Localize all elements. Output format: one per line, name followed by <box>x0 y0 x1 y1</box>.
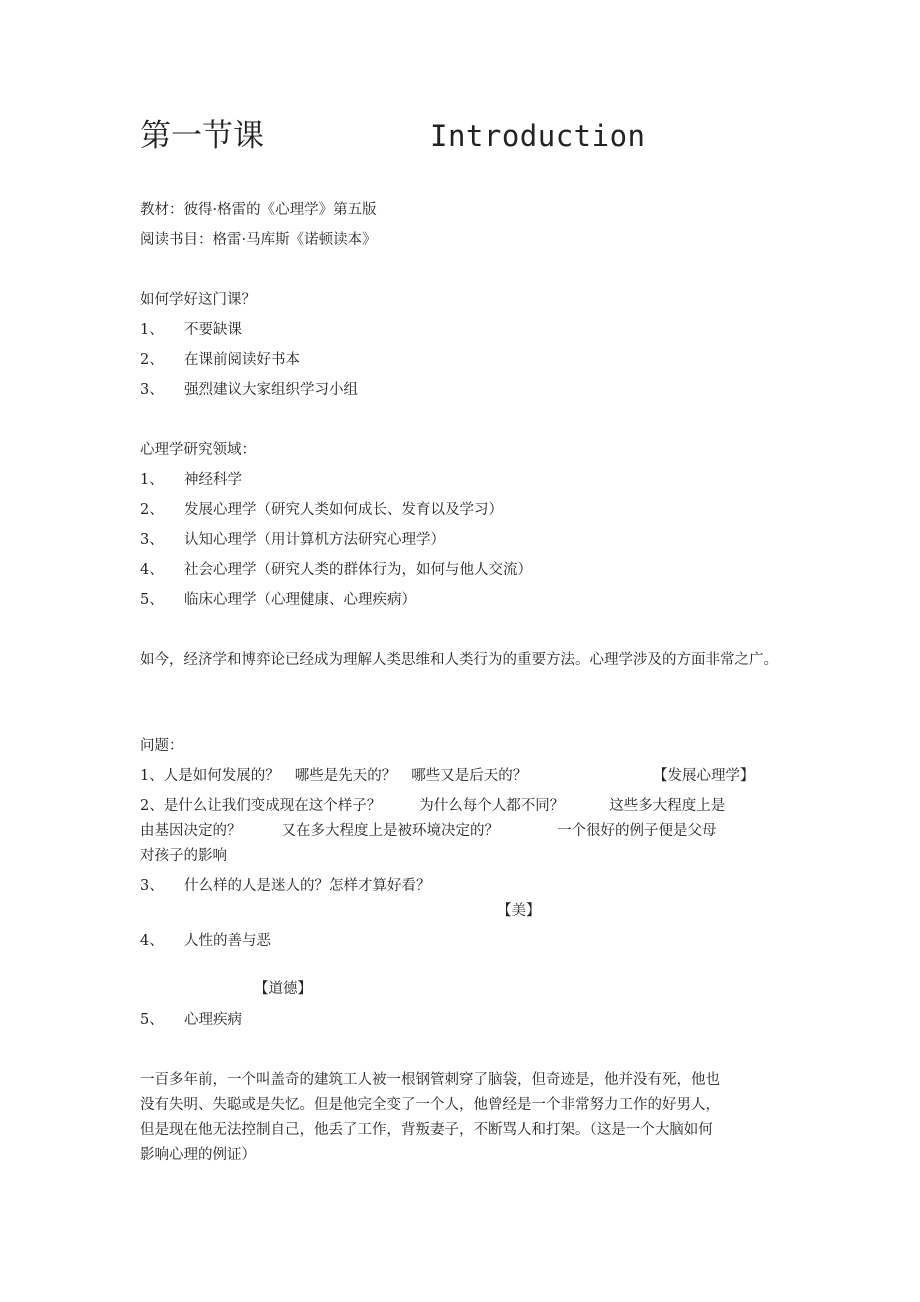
question-number: 4、 <box>140 933 164 949</box>
title-chinese: 第一节课 <box>140 118 264 154</box>
list-number: 2、 <box>140 352 164 368</box>
question-text: 人性的善与恶 <box>184 933 271 949</box>
how-to-learn-heading: 如何学好这门课？ <box>140 292 256 308</box>
question-number: 2、 <box>140 798 164 814</box>
tag-morality: 【道德】 <box>254 981 312 997</box>
question-text: 什么样的人是迷人的？怎样才算好看？ <box>184 878 431 894</box>
question-part: 人是如何发展的？ <box>163 768 280 784</box>
question-number: 1、 <box>140 768 164 784</box>
list-number: 4、 <box>140 562 164 578</box>
question-part: 是什么让我们变成现在这个样子？ <box>163 798 382 814</box>
title-english: Introduction <box>430 119 646 153</box>
list-text: 在课前阅读好书本 <box>184 352 300 368</box>
question-5 <box>140 1010 242 1030</box>
list-item <box>140 590 416 610</box>
reading-reference: 阅读书目：格雷·马库斯《诺顿读本》 <box>140 232 377 248</box>
question-2-line-3: 对孩子的影响 <box>140 848 227 864</box>
list-item <box>140 350 300 370</box>
story-line: 但是现在他无法控制自己，他丢了工作，背叛妻子，不断骂人和打架。（这是一个大脑如何 <box>140 1122 713 1138</box>
question-2-line-2 <box>140 821 717 841</box>
list-number: 1、 <box>140 322 164 338</box>
tag-beauty: 【美】 <box>497 903 541 919</box>
question-part: 由基因决定的？ <box>140 823 242 839</box>
list-text: 临床心理学（心理健康、心理疾病） <box>184 592 416 608</box>
list-number: 3、 <box>140 532 164 548</box>
list-item <box>140 470 242 490</box>
questions-heading: 问题： <box>140 738 184 754</box>
tag-developmental-psychology: 【发展心理学】 <box>653 768 755 784</box>
question-part: 哪些又是后天的？ <box>411 768 528 784</box>
list-item <box>140 320 242 340</box>
question-text: 心理疾病 <box>184 1012 242 1028</box>
list-text: 强烈建议大家组织学习小组 <box>184 382 358 398</box>
list-text: 社会心理学（研究人类的群体行为，如何与他人交流） <box>184 562 532 578</box>
question-part: 又在多大程度上是被环境决定的？ <box>281 823 499 839</box>
list-text: 不要缺课 <box>184 322 242 338</box>
story-line: 没有失明、失聪或是失忆。但是他完全变了一个人，他曾经是一个非常努力工作的好男人， <box>140 1097 720 1113</box>
question-part: 一个很好的例子便是父母 <box>557 823 717 839</box>
list-number: 5、 <box>140 592 164 608</box>
question-4 <box>140 931 271 951</box>
story-line: 影响心理的例证） <box>140 1147 256 1163</box>
research-fields-heading: 心理学研究领域： <box>140 442 256 458</box>
question-part: 为什么每个人都不同？ <box>419 798 565 814</box>
list-text: 神经科学 <box>184 472 242 488</box>
story-line: 一百多年前，一个叫盖奇的建筑工人被一根钢管刺穿了脑袋，但奇迹是，他并没有死，他也 <box>140 1072 720 1088</box>
list-text: 认知心理学（用计算机方法研究心理学） <box>184 532 445 548</box>
list-text: 发展心理学（研究人类如何成长、发育以及学习） <box>184 502 503 518</box>
question-2-line-1 <box>140 796 725 816</box>
question-part: 这些多大程度上是 <box>609 798 726 814</box>
list-item <box>140 560 532 580</box>
list-number: 3、 <box>140 382 164 398</box>
question-number: 3、 <box>140 878 164 894</box>
list-number: 1、 <box>140 472 164 488</box>
question-3 <box>140 876 431 896</box>
list-item <box>140 500 503 520</box>
question-1 <box>140 766 527 786</box>
list-number: 2、 <box>140 502 164 518</box>
question-part: 哪些是先天的？ <box>294 768 397 784</box>
list-item <box>140 380 358 400</box>
page-title <box>140 116 646 156</box>
list-item <box>140 530 445 550</box>
intro-paragraph: 如今，经济学和博弈论已经成为理解人类思维和人类行为的重要方法。心理学涉及的方面非常之广。 <box>140 652 778 668</box>
textbook-reference: 教材：彼得·格雷的《心理学》第五版 <box>140 202 377 218</box>
question-number: 5、 <box>140 1012 164 1028</box>
